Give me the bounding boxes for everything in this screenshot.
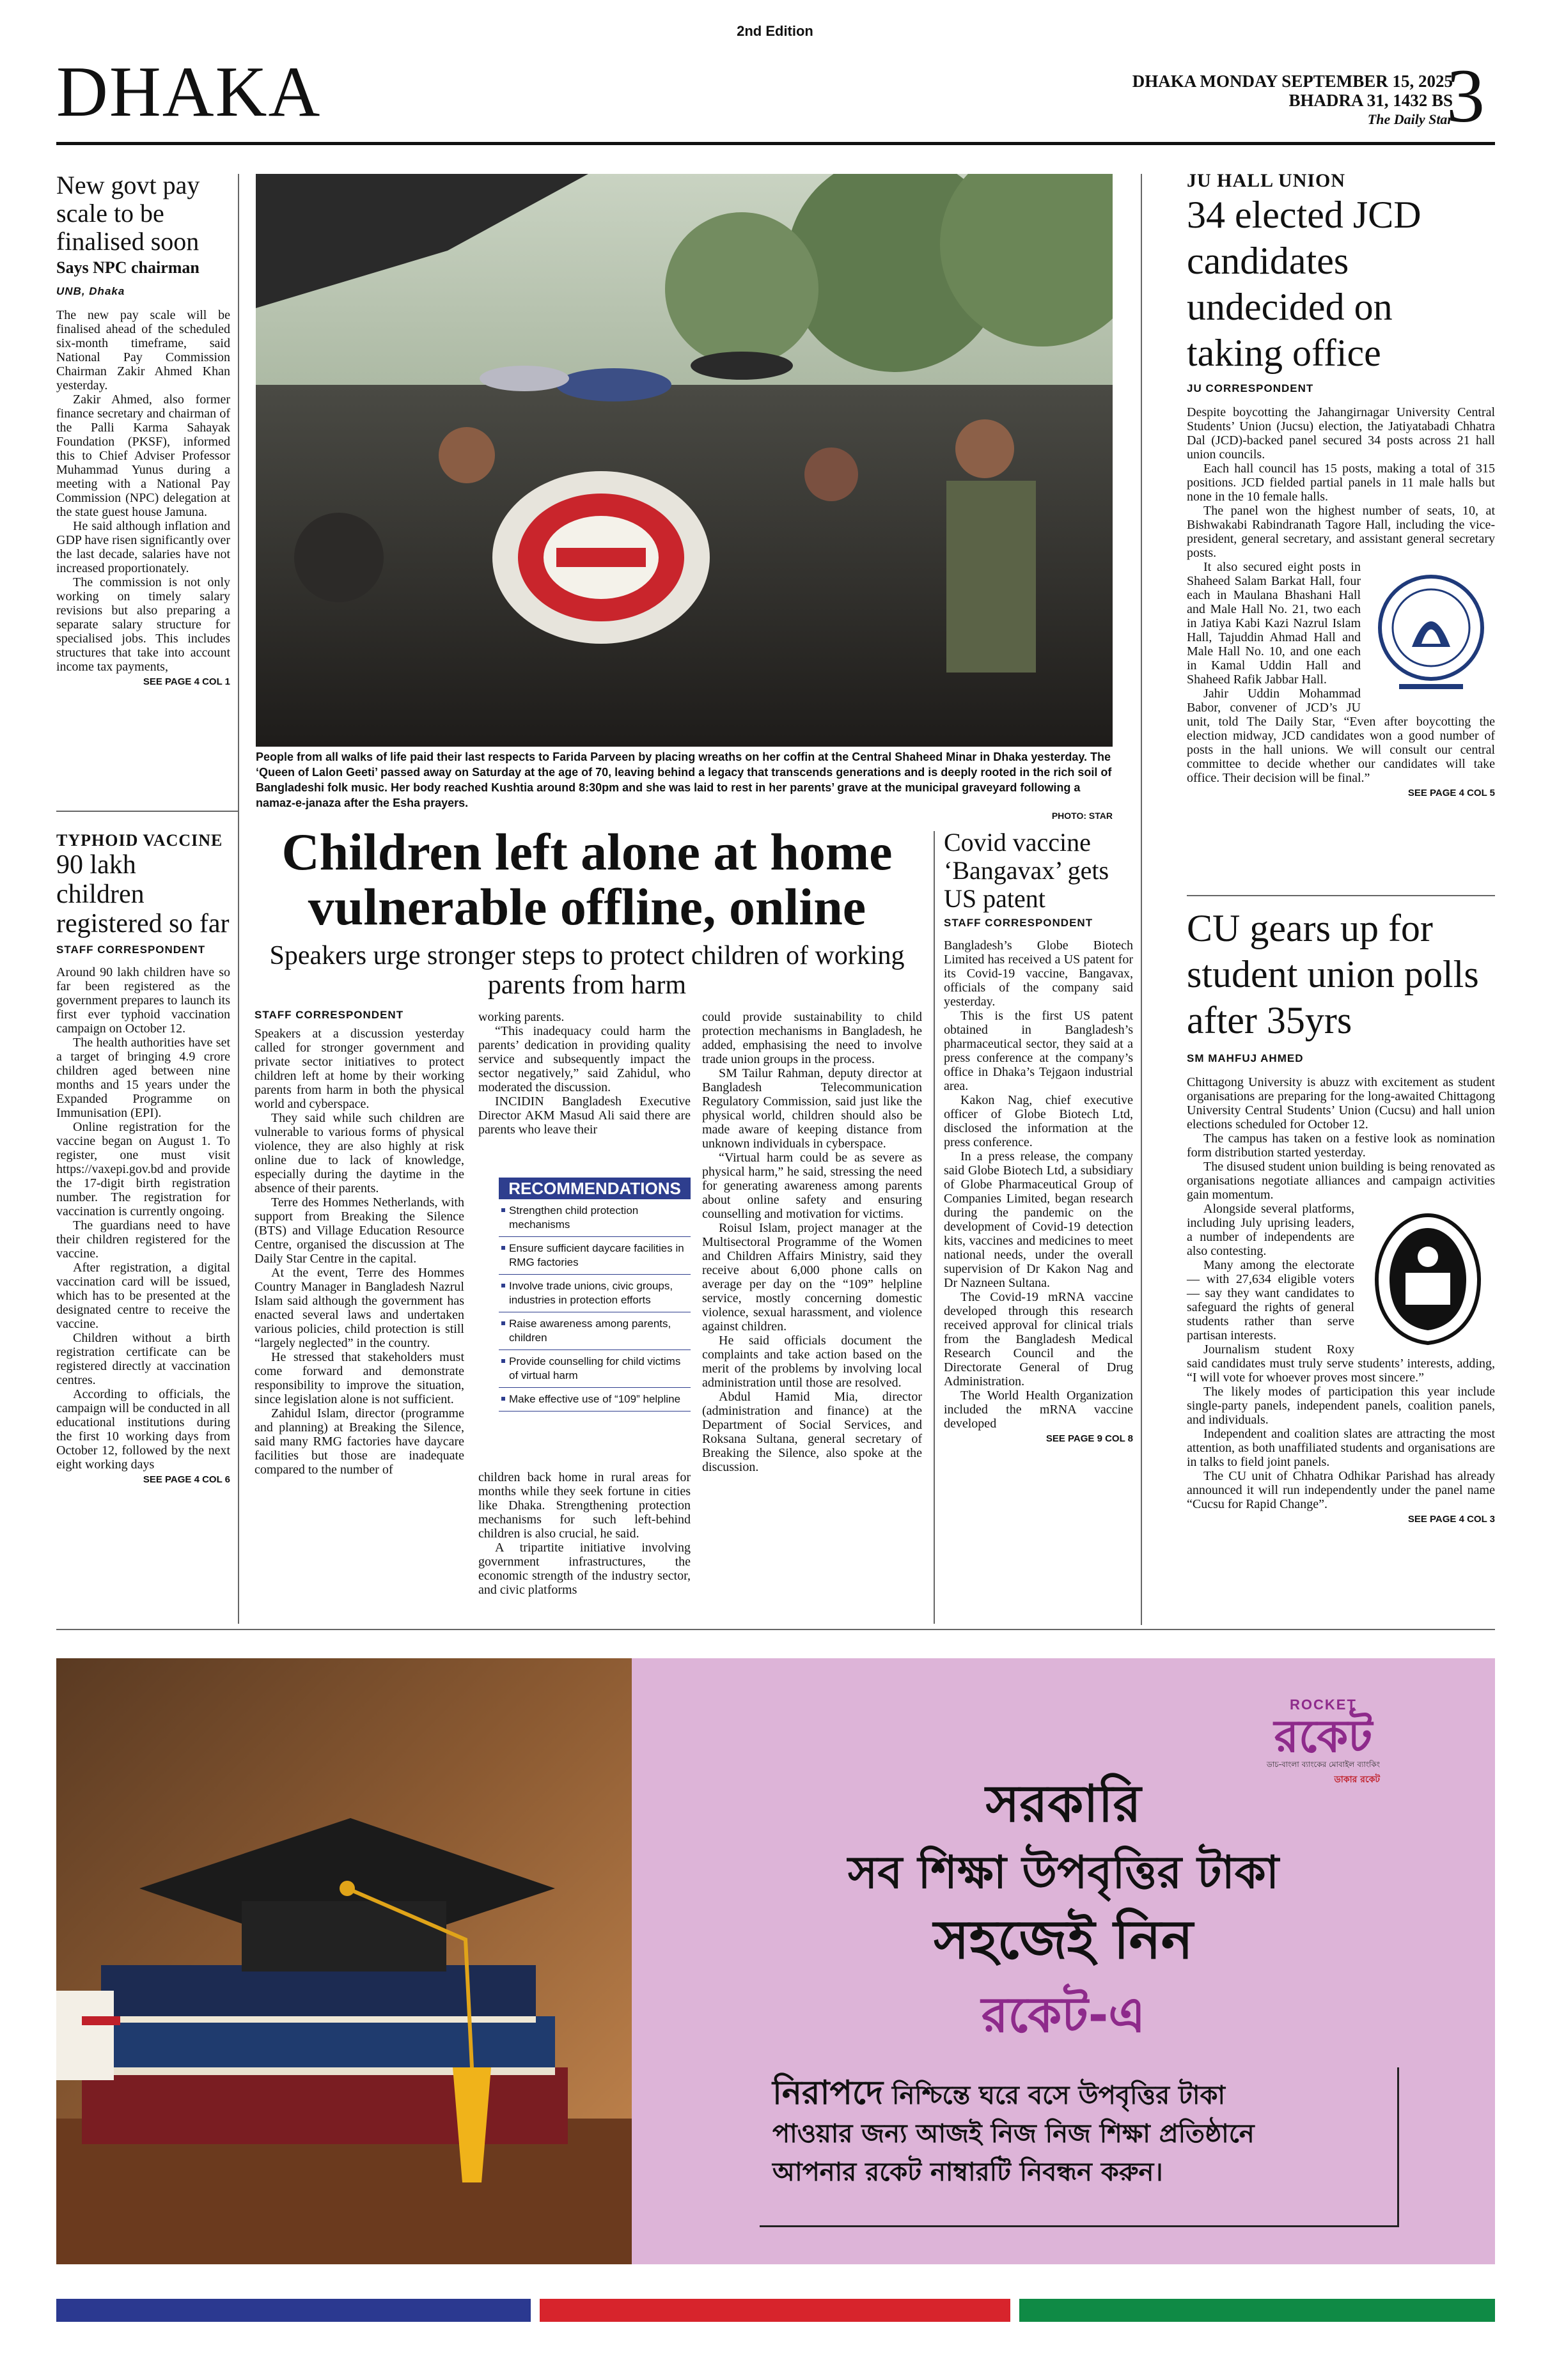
rocket-logo-bangla: রকেট <box>1274 1710 1373 1762</box>
row-divider <box>56 811 238 812</box>
column-divider <box>934 831 935 1624</box>
ad-line-7: আপনার রকেট নাম্বারটি নিবন্ধন করুন। <box>772 2158 1163 2187</box>
ad-line-5b: নিশ্চিন্তে ঘরে বসে উপবৃত্তির টাকা <box>892 2081 1226 2110</box>
footer-bar-blue <box>56 2299 531 2322</box>
main-paragraph: Roisul Islam, project manager at the Multisectoral Programme of the Women and Children Affairs Ministry, said they receive about 6,000 phone calls on average per day on the “109” helpline service, mostly concerning domestic violence, sexual harassment, and violence against children. <box>702 1221 922 1334</box>
covid-paragraph: This is the first US patent obtained in Bangladesh’s pharmaceutical sector, they said at a press conference at the company’s office in Dhaka’s Tejgaon industrial area. <box>944 1009 1133 1093</box>
pay-paragraph: He said although inflation and GDP have risen significantly over the last decade, salaries have not increased proportionately. <box>56 519 230 575</box>
cu-paragraph: Alongside several platforms, including July uprising leaders, a number of independents are also contesting. <box>1187 1202 1354 1258</box>
pay-subheadline: Says NPC chairman <box>56 258 200 277</box>
ad-line-5 <box>772 2074 1399 2115</box>
photo-illustration <box>256 174 1113 747</box>
dateline <box>1132 72 1453 129</box>
ad-line-2: সব শিক্ষা উপবৃত্তির টাকা <box>847 1846 1280 1899</box>
covid-paragraph: The World Health Organization included the mRNA vaccine developed <box>944 1388 1133 1431</box>
chittagong-university-logo <box>1367 1209 1489 1349</box>
date-bangla: BHADRA 31, 1432 BS <box>1288 91 1453 110</box>
ju-jump: SEE PAGE 4 COL 5 <box>1407 788 1495 798</box>
pay-byline: UNB, Dhaka <box>56 285 125 297</box>
recommendation-item: Strengthen child protection mechanisms <box>499 1199 691 1237</box>
paper-name: The Daily Star <box>1367 111 1453 127</box>
jahangirnagar-university-logo <box>1374 570 1489 698</box>
row-divider <box>1187 895 1495 896</box>
row-divider <box>56 1629 1495 1630</box>
ad-image <box>56 1658 632 2264</box>
cu-paragraph: The CU unit of Chhatra Odhikar Parishad has already announced it will run independently under the panel name “Cucsu for Rapid Change”. <box>1187 1469 1495 1511</box>
recommendation-item: Make effective use of “109” helpline <box>499 1388 691 1412</box>
header-rule <box>56 142 1495 145</box>
ad-text-panel <box>632 1658 1495 2264</box>
page-number: 3 <box>1446 53 1485 138</box>
recommendation-item: Ensure sufficient daycare facilities in RMG factories <box>499 1237 691 1275</box>
pay-paragraph: Zakir Ahmed, also former finance secretary and chairman of the Palli Karma Sahayak Foundation (PKSF), informed this to Chief Adviser Professor Muhammad Yunus during a meeting with a National Pay Commission (NPC) delegation at the state guest house Jamuna. <box>56 393 230 519</box>
covid-jump: SEE PAGE 9 COL 8 <box>1045 1433 1133 1444</box>
main-paragraph: Zahidul Islam, director (programme and planning) at Breaking the Silence, said many RMG factories have daycare facilities but those are inadequate compared to the number of <box>254 1406 464 1477</box>
ad-line-5a: নিরাপদে <box>772 2074 884 2112</box>
main-paragraph: He said officials document the complaints and take action based on the merit of the problems by involving local administration until those are resolved. <box>702 1334 922 1390</box>
ju-paragraph: Each hall council has 15 posts, making a total of 315 positions. JCD fielded partial panels in 11 male halls but none in the 10 female halls. <box>1187 462 1495 504</box>
covid-body <box>944 938 1133 1431</box>
story-ju-hall <box>1187 170 1495 798</box>
main-column-3 <box>702 1010 922 1474</box>
main-paragraph: Speakers at a discussion yesterday called for stronger government and private sector initiatives to protect children left at home by their working parents from harm in both the physical world and cyberspace. <box>254 1027 464 1111</box>
cu-paragraph: Independent and coalition slates are attracting the most attention, as both unaffiliated students and organisations are in talks to field joint panels. <box>1187 1427 1495 1469</box>
main-paragraph: They said while such children are vulnerable to various forms of physical violence, they are also highly at risk online due to lack of knowledge, especially during the daytime in the absence of their parents. <box>254 1111 464 1195</box>
ju-paragraph: It also secured eight posts in Shaheed Salam Barkat Hall, four each in Maulana Bhashani Hall and Male Hall No. 21, two each in Jatiya Kabi Kazi Nazrul Islam Hall, Tajuddin Ahmad Hall and Male Hall No. 10, and one each in Kamal Uddin Hall and Shaheed Rafik Jabbar Hall. <box>1187 560 1361 687</box>
recommendation-item: Provide counselling for child victims of virtual harm <box>499 1350 691 1388</box>
typhoid-headline: 90 lakh children registered so far <box>56 850 230 938</box>
main-paragraph: Terre des Hommes Netherlands, with support from Breaking the Silence (BTS) and Village Education Resource Centre, organised the discussion at The Daily Star Centre in the capital. <box>254 1195 464 1266</box>
ju-paragraph: Jahir Uddin Mohammad Babor, convener of JCD’s JU unit, told The Daily Star, “Even after boycotting the election midway, JCD candidates won a good number of posts in the hall unions. We will consult our central committee to decide whether our candidates will take office. Their decision will be final.” <box>1187 687 1495 785</box>
pay-paragraph: The commission is not only working on timely salary revisions but also preparing a separate salary structure for specialised jobs. This includes structures that take into account income tax payments, <box>56 575 230 674</box>
main-paragraph: working parents. <box>478 1010 565 1024</box>
cu-jump: SEE PAGE 4 COL 3 <box>1407 1514 1495 1525</box>
typhoid-paragraph: According to officials, the campaign will be conducted in all educational institutions during the first 10 working days from October 12, followed by the next eight working days <box>56 1387 230 1472</box>
typhoid-paragraph: The guardians need to have their children registered for the vaccine. <box>56 1218 230 1261</box>
recommendation-item: Involve trade unions, civic groups, industries in protection efforts <box>499 1275 691 1312</box>
ad-line-6: পাওয়ার জন্য আজই নিজ নিজ শিক্ষা প্রতিষ্ঠানে <box>772 2119 1255 2149</box>
typhoid-paragraph: Around 90 lakh children have so far been registered as the government prepares to launch its first ever typhoid vaccination campaign on October 12. <box>56 965 230 1036</box>
pay-body <box>56 308 230 674</box>
main-paragraph: “This inadequacy could harm the parents’ dedication in providing quality service and subsequently impact the sector negatively,” said Zahidul, who moderated the discussion. <box>478 1024 691 1094</box>
cu-body <box>1187 1075 1495 1511</box>
rocket-logo-english: ROCKET <box>1290 1697 1357 1713</box>
main-headline: Children left alone at home vulnerable offline, online <box>281 823 893 936</box>
edition-label: 2nd Edition <box>737 23 813 39</box>
caption-text: People from all walks of life paid their last respects to Farida Parveen by placing wreaths on her coffin at the Central Shaheed Minar in Dhaka yesterday. The ‘Queen of Lalon Geeti’ passed away on Saturday at the age of 70, leaving behind a legacy that transcends generations and is deeply rooted in the rich soil of Bangladeshi folk music. Her body reached Kushtia around 8:30pm and she was laid to rest in her parents’ grave at the municipal graveyard following a namaz-e-janaza after the Esha prayers. <box>256 751 1112 809</box>
cu-paragraph: Chittagong University is abuzz with excitement as student organisations are preparing for the long-awaited Chittagong University Central Students’ Union (Cucsu) and hall union elections scheduled for October 12. <box>1187 1075 1495 1132</box>
story-typhoid <box>56 831 230 1485</box>
ju-headline: 34 elected JCD candidates undecided on taking office <box>1187 194 1421 374</box>
ad-line-3: সহজেই নিন <box>934 1908 1193 1971</box>
covid-paragraph: Kakon Nag, chief executive officer of Globe Biotech Ltd, disclosed the information at the press conference. <box>944 1093 1133 1149</box>
story-covid <box>944 828 1133 1444</box>
ad-line-1: সরকারি <box>985 1774 1141 1833</box>
recommendations-title: RECOMMENDATIONS <box>499 1178 691 1199</box>
cu-paragraph: Many among the electorate — with 27,634 eligible voters — say they want candidates to safeguard the rights of general students rather than serve partisan interests. <box>1187 1258 1354 1342</box>
main-paragraph: SM Tailur Rahman, deputy director at Bangladesh Telecommunication Regulatory Commission, said just like the physical world, children should also be made aware of keeping distance from unknown individuals in cyberspace. <box>702 1066 922 1151</box>
rocket-logo-tagline: ডাচ-বাংলা ব্যাংকের মোবাইল ব্যাংকিং <box>1266 1760 1380 1769</box>
cu-byline: SM MAHFUJ AHMED <box>1187 1052 1304 1064</box>
footer-bar-red <box>540 2299 1010 2322</box>
main-paragraph: At the event, Terre des Hommes Country Manager in Bangladesh Nazrul Islam said although the government has enacted several laws and undertaken various policies, child protection is still “largely neglected” in the country. <box>254 1266 464 1350</box>
pay-headline: New govt pay scale to be finalised soon <box>56 171 200 256</box>
main-column-1 <box>254 1027 464 1477</box>
ju-byline: JU CORRESPONDENT <box>1187 382 1314 394</box>
main-paragraph: He stressed that stakeholders must come forward and demonstrate responsibility to improve the situation, since legislation alone is not sufficient. <box>254 1350 464 1406</box>
main-paragraph: “Virtual harm could be as severe as physical harm,” he said, stressing the need for generating awareness among parents about online safety and ensuring counselling and motivation for victims. <box>702 1151 922 1221</box>
story-cu <box>1187 905 1495 1525</box>
typhoid-body <box>56 965 230 1472</box>
main-paragraph: Abdul Hamid Mia, director (administration and finance) at the Department of Social Services, and Roksana Sultana, general secretary of Breaking the Silence, also spoke at the discussion. <box>702 1390 922 1474</box>
ad-line-4: রকেট-এ <box>981 1986 1146 2043</box>
rocket-logo-sub: ডাকার রকেট <box>1334 1775 1380 1785</box>
rocket-advertisement[interactable] <box>56 1658 1495 2264</box>
covid-paragraph: In a press release, the company said Globe Biotech Ltd, a subsidiary of Globe Pharmaceutical Group of Companies Limited, began research during the pandemic on the development of Covid-19 detection kits, vaccines and medicines to meet national needs, under the overall supervision of Dr Kakon Nag and Dr Nazneen Sultana. <box>944 1149 1133 1290</box>
column-divider <box>238 831 239 1624</box>
main-byline: STAFF CORRESPONDENT <box>254 1009 404 1021</box>
cu-paragraph: The likely modes of participation this year include single-party panels, independent panels, coalition panels, and individuals. <box>1187 1385 1495 1427</box>
ad-callout <box>772 2074 1399 2191</box>
footer-bar-green <box>1019 2299 1495 2322</box>
typhoid-byline: STAFF CORRESPONDENT <box>56 944 206 956</box>
cu-paragraph: The campus has taken on a festive look as nomination form distribution started yesterday. <box>1187 1132 1495 1160</box>
covid-paragraph: Bangladesh’s Globe Biotech Limited has received a US patent for its Covid-19 vaccine, Bangavax, officials of the company said yesterday. <box>944 938 1133 1009</box>
main-paragraph: A tripartite initiative involving government infrastructures, the economic strength of the industry sector, and civic platforms <box>478 1541 691 1597</box>
main-paragraph: could provide sustainability to child protection mechanisms in Bangladesh, he added, emphasising the need to involve trade union groups in the process. <box>702 1010 922 1066</box>
ju-body <box>1187 405 1495 785</box>
photo-credit: PHOTO: STAR <box>1051 811 1113 821</box>
typhoid-kicker: TYPHOID VACCINE <box>56 831 223 850</box>
photo-caption <box>256 749 1113 821</box>
cu-paragraph: Journalism student Roxy said candidates must truly serve students’ interests, adding, “I will vote for whoever proves most sincere.” <box>1187 1342 1495 1385</box>
covid-headline: Covid vaccine ‘Bangavax’ gets US patent <box>944 828 1109 913</box>
covid-byline: STAFF CORRESPONDENT <box>944 917 1093 929</box>
typhoid-paragraph: The health authorities have set a target of bringing 4.9 crore children aged between nine months and 15 years under the Expanded Programme on Immunisation (EPI). <box>56 1036 230 1120</box>
recommendations-box <box>499 1178 691 1412</box>
ju-logo <box>1367 564 1495 704</box>
typhoid-paragraph: After registration, a digital vaccination card will be issued, which has to be presented at the designated centre to receive the vaccine. <box>56 1261 230 1331</box>
main-column-2-bottom <box>478 1470 691 1597</box>
covid-paragraph: The Covid-19 mRNA vaccine developed through this research received approval for clinical trials from the Bangladesh Medical Research Council and the Directorate General of Drug Administration. <box>944 1290 1133 1388</box>
graduation-cap-books-illustration <box>56 1658 632 2264</box>
main-paragraph: children back home in rural areas for months while they seek fortune in cities like Dhaka. Strengthening protection mechanisms for such left-behind children is also crucial, he said. <box>478 1470 691 1541</box>
column-divider <box>1141 174 1142 1625</box>
recommendation-item: Raise awareness among parents, children <box>499 1312 691 1350</box>
typhoid-jump: SEE PAGE 4 COL 6 <box>143 1474 230 1485</box>
cu-paragraph: The disused student union building is being renovated as organisations negotiate alliances and campaign activities gain momentum. <box>1187 1160 1495 1202</box>
ju-kicker: JU HALL UNION <box>1187 170 1346 191</box>
main-paragraph: INCIDIN Bangladesh Executive Director AKM Masud Ali said there are parents who leave their <box>478 1094 691 1137</box>
ju-paragraph: The panel won the highest number of seats, 10, at Bishwakabi Rabindranath Tagore Hall, including the vice-president, general secretary, and assistant general secretary posts. <box>1187 504 1495 560</box>
cu-logo <box>1361 1206 1495 1353</box>
typhoid-paragraph: Online registration for the vaccine began on August 1. To register, one must visit https://vaxepi.gov.bd and provide the 17-digit birth registration number. The registration for vaccination is currently ongoing. <box>56 1120 230 1218</box>
main-photo <box>256 174 1113 747</box>
pay-jump: SEE PAGE 4 COL 1 <box>143 676 230 687</box>
typhoid-paragraph: Children without a birth registration certificate can be registered directly at vaccination centres. <box>56 1331 230 1387</box>
story-pay-scale <box>56 171 230 687</box>
section-title: DHAKA <box>56 52 322 132</box>
date-english: DHAKA MONDAY SEPTEMBER 15, 2025 <box>1132 72 1453 91</box>
main-column-2-top <box>478 1010 691 1137</box>
pay-paragraph: The new pay scale will be finalised ahead of the scheduled six-month timeframe, said National Pay Commission Chairman Zakir Ahmed Khan yesterday. <box>56 308 230 393</box>
cu-headline: CU gears up for student union polls after 35yrs <box>1187 907 1479 1041</box>
ju-paragraph: Despite boycotting the Jahangirnagar University Central Students’ Union (Jucsu) election, the Jatiyatabadi Chhatra Dal (JCD)-backed panel secured 34 posts across 21 hall union councils. <box>1187 405 1495 462</box>
main-deck: Speakers urge stronger steps to protect children of working parents from harm <box>269 941 905 1000</box>
